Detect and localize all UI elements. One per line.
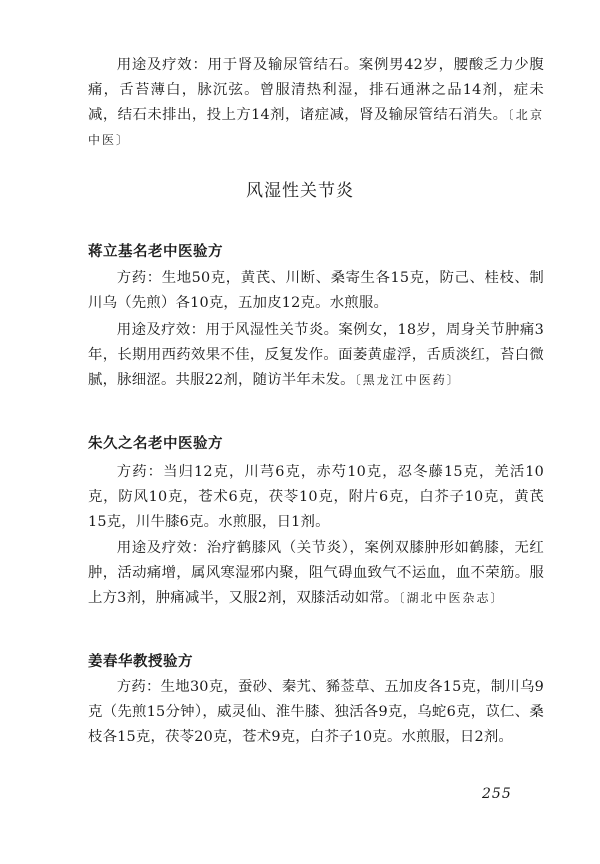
entry-prescription-2: 方药：当归12克，川芎6克，赤芍10克，忍冬藤15克，羌活10克，防风10克，苍术6克，茯苓10克，附片6克，白芥子10克，黄芪15克，川牛膝6克。水煎服，日1剂。	[88, 464, 544, 530]
entry-heading-3: 姜春华教授验方	[88, 654, 193, 670]
entry-heading-1: 蒋立基名老中医验方	[88, 244, 223, 260]
entry-source-1: 〔黑龙江中医药〕	[354, 373, 461, 387]
entry-heading-2: 朱久之名老中医验方	[88, 436, 223, 452]
entry-prescription-3: 方药：生地30克，蚕砂、秦艽、豨莶草、五加皮各15克，制川乌9克（先煎15分钟），威灵仙、淮牛膝、独活各9克，乌蛇6克，苡仁、桑枝各15克，茯苓20克，苍术9克，白芥子10克。水煎服，日2剂。	[88, 679, 544, 745]
intro-efficacy-text: 用途及疗效：用于肾及输尿管结石。案例男42岁，腰酸乏力少腹痛，舌苔薄白，脉沉弦。曾服清热利湿，排石通淋之品14剂，症未减，结石未排出，投上方14剂，诸症减，肾及输尿管结石消失。	[88, 57, 544, 123]
intro-source-citation: 〔北京中医〕	[88, 108, 544, 147]
entry-prescription-1: 方药：生地50克，黄芪、川断、桑寄生各15克，防己、桂枝、制川乌（先煎）各10克，五加皮12克。水煎服。	[88, 270, 544, 311]
section-title: 风湿性关节炎	[246, 181, 354, 201]
entry-efficacy-text-2: 用途及疗效：治疗鹤膝风（关节炎），案例双膝肿形如鹤膝，无红肿，活动痛增，属风寒湿邪内聚，阻气碍血致气不运血，血不荣筋。服上方3剂，肿痛减半，又服2剂，双膝活动如常。	[88, 540, 544, 606]
entry-efficacy-text-1: 用途及疗效：用于风湿性关节炎。案例女，18岁，周身关节肿痛3年，长期用西药效果不佳，反复发作。面萎黄虚浮，舌质淡红，苔白微腻，脉细涩。共服22剂，随访半年未发。	[88, 322, 544, 388]
page-number: 255	[482, 786, 512, 802]
entry-efficacy-paragraph-1	[88, 318, 544, 393]
entry-efficacy-paragraph-2	[88, 536, 544, 611]
intro-efficacy-paragraph	[88, 53, 544, 153]
entry-source-2: 〔湖北中医杂志〕	[398, 591, 505, 605]
